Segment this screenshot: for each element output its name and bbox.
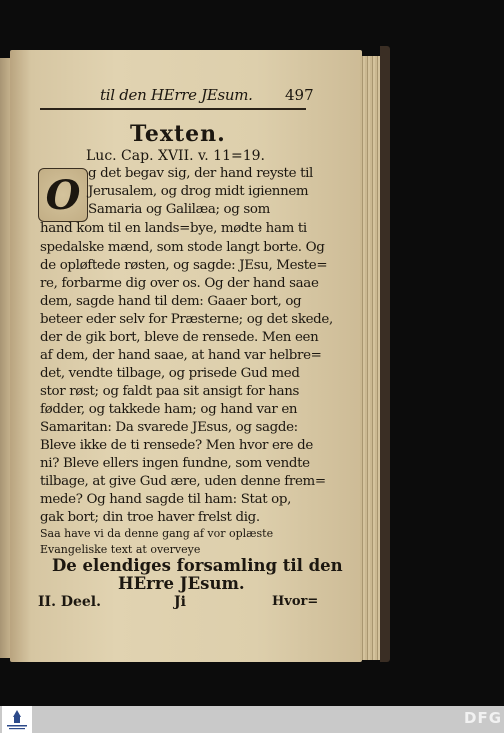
body-line: g det begav sig, der hand reyste til: [88, 166, 313, 181]
signature-mark: Ji: [174, 594, 186, 610]
body-line: Samaritan: Da svarede JEsus, og sagde:: [40, 420, 298, 435]
body-line: tilbage, at give Gud ære, uden denne frem=: [40, 474, 326, 489]
volume-signature: II. Deel.: [38, 594, 101, 610]
body-line: re, forbarme dig over os. Og der hand saae: [40, 276, 319, 291]
body-line: hand kom til en lands=bye, mødte ham ti: [40, 221, 307, 236]
dfg-logo: DFG: [464, 709, 503, 727]
body-line: ni? Bleve ellers ingen fundne, som vendte: [40, 456, 310, 471]
body-line: det, vendte tilbage, og prisede Gud med: [40, 366, 300, 381]
body-line: mede? Og hand sagde til ham: Stat op,: [40, 492, 291, 507]
body-line: der de gik bort, bleve de rensede. Men een: [40, 330, 319, 345]
footnote: Saa have vi da denne gang af vor oplæste Evangeliske text at overveye: [40, 527, 274, 556]
body-line: Bleve ikke de ti rensede? Men hvor ere de: [40, 438, 313, 453]
body-line: stor røst; og faldt paa sit ansigt for hans: [40, 384, 300, 399]
subheading-line-1: De elendiges forsamling til den: [52, 556, 343, 575]
body-line: Samaria og Galilæa; og som: [88, 202, 270, 217]
body-line: gak bort; din troe haver frelst dig.: [40, 510, 260, 525]
running-head: til den HErre JEsum.: [100, 86, 253, 104]
body-line: af dem, der hand saae, at hand var helbre=: [40, 348, 322, 363]
header-rule: [40, 108, 306, 110]
body-line: beteer eder selv for Præsterne; og det skede,: [40, 312, 333, 327]
body-line: fødder, og takkede ham; og hand var en: [40, 402, 298, 417]
body-line: Jerusalem, og drog midt igiennem: [88, 184, 309, 199]
catchword: Hvor=: [272, 594, 319, 609]
body-line: dem, sagde hand til dem: Gaaer bort, og: [40, 294, 302, 309]
section-title: Texten.: [130, 121, 226, 147]
viewer-footer: [0, 706, 504, 733]
library-logo-icon: [2, 706, 32, 733]
scripture-reference: Luc. Cap. XVII. v. 11=19.: [86, 148, 265, 164]
subheading-line-2: HErre JEsum.: [118, 574, 245, 593]
drop-cap-initial: O: [38, 168, 88, 222]
body-line: de opløftede røsten, og sagde: JEsu, Meste=: [40, 258, 328, 273]
book-cover-edge: [380, 46, 390, 662]
body-line: spedalske mænd, som stode langt borte. Og: [40, 240, 325, 255]
page-number: 497: [285, 86, 314, 104]
